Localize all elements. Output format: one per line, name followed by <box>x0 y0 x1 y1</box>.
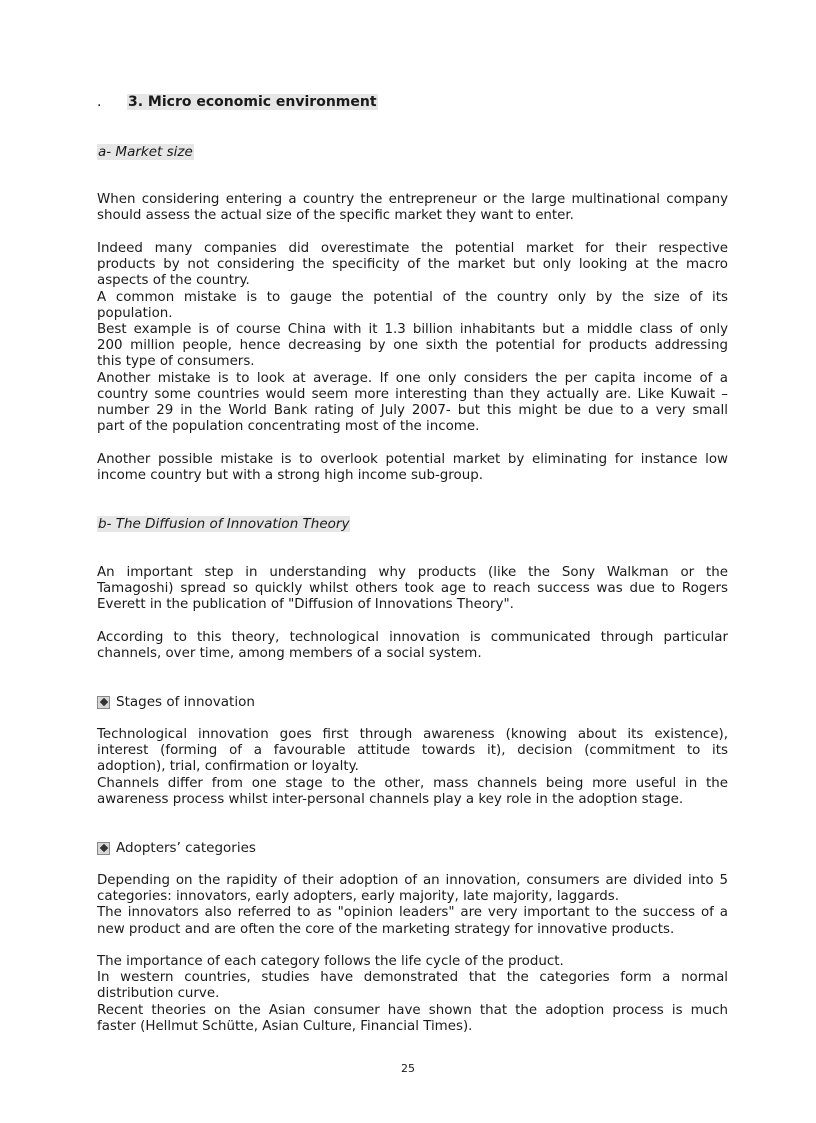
diffusion-heading: b- The Diffusion of Innovation Theory <box>98 516 350 532</box>
stages-heading-text: Stages of innovation <box>116 694 255 710</box>
stages-bullet-heading <box>97 694 255 710</box>
section-title: 3. Micro economic environment <box>128 94 377 110</box>
diamond-bullet-icon <box>97 842 110 855</box>
adopters-bullet-heading <box>97 840 256 856</box>
diffusion-paragraph-1: An important step in understanding why products (like the Sony Walkman or the Tamagoshi) spread so quickly whilst others took age to reach success was due to Rogers Everett in the publication of "Diffusion of Innovations Theory". <box>97 565 728 613</box>
diffusion-paragraph-2: According to this theory, technological innovation is communicated through particular channels, over time, among members of a social system. <box>97 630 728 662</box>
market-size-paragraph-1: When considering entering a country the entrepreneur or the large multinational company should assess the actual size of the specific market they want to enter. <box>97 192 728 224</box>
page-number: 25 <box>401 1062 415 1075</box>
section-prefix: . <box>97 94 102 110</box>
diamond-bullet-icon <box>97 696 110 709</box>
stages-paragraph: Technological innovation goes first through awareness (knowing about its existence), interest (forming of a favourable attitude towards it), decision (commitment to its adoption), trial, confirmation or loyalty. Channels differ from one stage to the other, mass channels being more useful in the awareness process whilst inter-personal channels play a key role in the adoption stage. <box>97 727 728 807</box>
section-heading <box>97 94 378 110</box>
market-size-paragraph-2: Indeed many companies did overestimate the potential market for their respective products by not considering the specificity of the market but only looking at the macro aspects of the country. A common mistake is to gauge the potential of the country only by the size of its population. Best example is of course China with it 1.3 billion inhabitants but a middle class of only 200 million people, hence decreasing by one sixth the potential for products addressing this type of consumers. Another mistake is to look at average. If one only considers the per capita income of a country some countries would seem more interesting than they actually are. Like Kuwait – number 29 in the World Bank rating of July 2007- but this might be due to a very small part of the population concentrating most of the income. <box>97 241 728 435</box>
market-size-heading: a- Market size <box>98 144 193 160</box>
adopters-paragraph-2: The importance of each category follows the life cycle of the product. In western countries, studies have demonstrated that the categories form a normal distribution curve. Recent theories on the Asian consumer have shown that the adoption process is much faster (Hellmut Schütte, Asian Culture, Financial Times). <box>97 954 728 1034</box>
adopters-heading-text: Adopters’ categories <box>116 840 256 856</box>
market-size-paragraph-3: Another possible mistake is to overlook potential market by eliminating for instance low income country but with a strong high income sub-group. <box>97 452 728 484</box>
adopters-paragraph-1: Depending on the rapidity of their adoption of an innovation, consumers are divided into 5 categories: innovators, early adopters, early majority, late majority, laggards. The innovators also referred to as "opinion leaders" are very important to the success of a new product and are often the core of the marketing strategy for innovative products. <box>97 873 728 937</box>
